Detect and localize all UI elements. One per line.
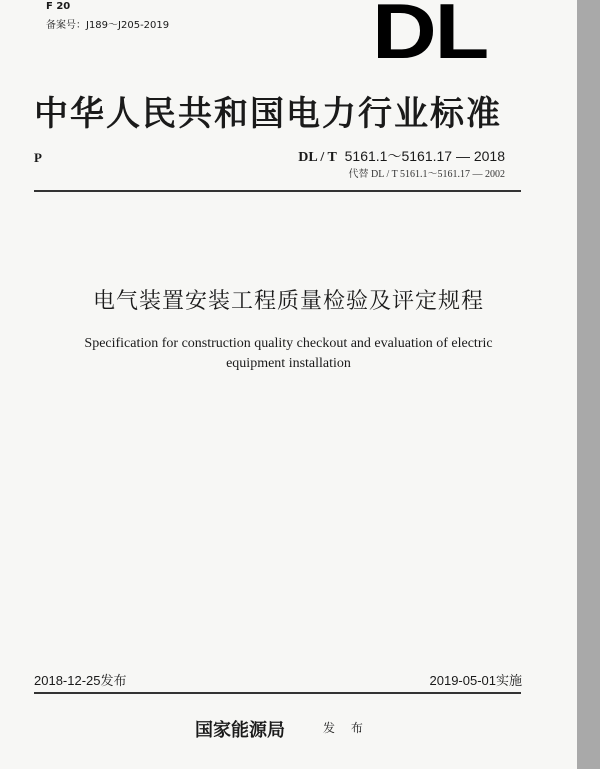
dl-logo: DL: [372, 0, 487, 75]
replaces-code: 代替 DL / T 5161.1～5161.17 — 2002: [348, 169, 505, 180]
english-title-line-1: Specification for construction quality checkout and evaluation of electric: [84, 336, 493, 351]
issuer-action: 发 布: [323, 721, 369, 735]
code-prefix: DL / T: [298, 150, 337, 165]
code-number: 5161.1～5161.17 — 2018: [344, 148, 505, 164]
issuer-name: 国家能源局: [195, 720, 285, 741]
top-divider: [34, 190, 521, 192]
standard-code: [298, 146, 505, 166]
chinese-title: 电气装置安装工程质量检验及评定规程: [92, 289, 484, 314]
classification-code: F 20: [46, 1, 71, 12]
english-title-line-2: equipment installation: [226, 356, 351, 371]
record-number: 备案号：J189～J205-2019: [46, 20, 170, 31]
effective-date: 2019-05-01实施: [429, 673, 522, 688]
standard-type-heading: 中华人民共和国电力行业标准: [34, 94, 502, 134]
english-title: [0, 334, 577, 374]
category-code: P: [34, 150, 42, 165]
scan-edge: [577, 0, 600, 769]
issue-date: 2018-12-25发布: [34, 673, 127, 688]
bottom-divider: [34, 692, 521, 694]
